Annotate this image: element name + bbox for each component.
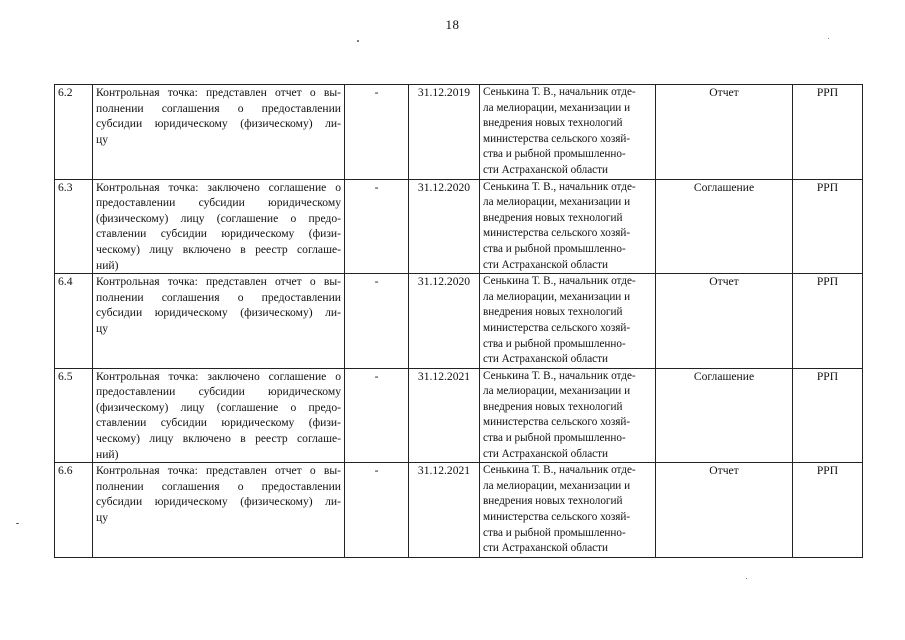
responsible-line: сти Астраханской области — [483, 447, 608, 460]
table-row — [55, 368, 863, 463]
responsible-line: министерства сельского хозяй- — [483, 132, 631, 145]
responsible-line: ла мелиорации, механизации и — [483, 101, 631, 114]
responsible-line: внедрения новых технологий — [483, 495, 623, 508]
responsible-line: ства и рыбной промышленно- — [483, 242, 626, 255]
responsible-person-cell — [480, 368, 656, 463]
table-row — [55, 463, 863, 558]
scan-speck — [357, 40, 359, 42]
responsible-line: ства и рыбной промышленно- — [483, 337, 626, 350]
description-line: цу — [96, 132, 109, 146]
deadline-date-cell: 31.12.2020 — [409, 274, 480, 369]
responsible-line: ла мелиорации, механизации и — [483, 290, 631, 303]
table-body — [55, 85, 863, 558]
deadline-date-cell: 31.12.2020 — [409, 179, 480, 274]
responsible-line: сти Астраханской области — [483, 353, 608, 366]
responsible-line: внедрения новых технологий — [483, 117, 623, 130]
responsible-line: ства и рыбной промышленно- — [483, 148, 626, 161]
description-line: полнении соглашения о предоставлении — [96, 290, 341, 304]
description-line: субсидии юридическому (физическому) ли- — [96, 495, 341, 509]
row-number-cell: 6.5 — [55, 368, 93, 463]
responsible-line: ла мелиорации, механизации и — [483, 479, 631, 492]
table-row — [55, 85, 863, 180]
responsible-person-cell — [480, 85, 656, 180]
description-line: Контрольная точка: представлен отчет о вы- — [96, 464, 341, 478]
row-number-cell: 6.3 — [55, 179, 93, 274]
description-line: ческому) лицу включено в реестр соглаше- — [96, 242, 341, 256]
page-number: 18 — [445, 17, 460, 32]
description-line: предоставлении субсидии юридическому — [96, 385, 341, 399]
system-abbreviation-cell: РРП — [793, 463, 863, 558]
description-line: Контрольная точка: представлен отчет о вы- — [96, 275, 341, 289]
placeholder-dash-cell: - — [345, 463, 409, 558]
responsible-line: сти Астраханской области — [483, 542, 608, 555]
placeholder-dash-cell: - — [345, 368, 409, 463]
description-cell — [93, 85, 345, 180]
scan-speck — [16, 523, 19, 524]
placeholder-dash-cell: - — [345, 179, 409, 274]
description-line: предоставлении субсидии юридическому — [96, 196, 341, 210]
description-line: (физическому) лицу (соглашение о предо- — [96, 211, 341, 225]
placeholder-dash-cell: - — [345, 274, 409, 369]
description-line: субсидии юридическому (физическому) ли- — [96, 306, 341, 320]
responsible-line: внедрения новых технологий — [483, 211, 623, 224]
description-line: (физическому) лицу (соглашение о предо- — [96, 400, 341, 414]
responsible-line: внедрения новых технологий — [483, 306, 623, 319]
responsible-line: ла мелиорации, механизации и — [483, 196, 631, 209]
responsible-person-cell — [480, 179, 656, 274]
responsible-person-cell — [480, 274, 656, 369]
row-number-cell: 6.2 — [55, 85, 93, 180]
result-document-cell: Отчет — [656, 85, 793, 180]
table-row — [55, 274, 863, 369]
scan-speck — [828, 38, 829, 39]
responsible-line: внедрения новых технологий — [483, 400, 623, 413]
scan-speck — [746, 578, 747, 579]
description-line: Контрольная точка: заключено соглашение о — [96, 180, 341, 194]
responsible-line: министерства сельского хозяй- — [483, 511, 631, 524]
responsible-line: Сенькина Т. В., начальник отде- — [483, 464, 636, 477]
description-line: ческому) лицу включено в реестр соглаше- — [96, 432, 341, 446]
responsible-line: ства и рыбной промышленно- — [483, 432, 626, 445]
result-document-cell: Соглашение — [656, 179, 793, 274]
responsible-line: сти Астраханской области — [483, 163, 608, 176]
responsible-line: министерства сельского хозяй- — [483, 416, 631, 429]
control-points-table — [54, 84, 863, 558]
placeholder-dash-cell: - — [345, 85, 409, 180]
description-line: ставлении субсидии юридическому (физи- — [96, 416, 341, 430]
deadline-date-cell: 31.12.2021 — [409, 368, 480, 463]
responsible-line: ства и рыбной промышленно- — [483, 526, 626, 539]
deadline-date-cell: 31.12.2019 — [409, 85, 480, 180]
description-line: цу — [96, 511, 109, 525]
description-line: Контрольная точка: представлен отчет о вы- — [96, 86, 341, 99]
description-line: ний) — [96, 447, 119, 461]
responsible-line: министерства сельского хозяй- — [483, 227, 631, 240]
responsible-line: сти Астраханской области — [483, 258, 608, 271]
system-abbreviation-cell: РРП — [793, 85, 863, 180]
responsible-line: Сенькина Т. В., начальник отде- — [483, 180, 636, 193]
row-number-cell: 6.4 — [55, 274, 93, 369]
description-line: цу — [96, 321, 109, 335]
description-cell — [93, 463, 345, 558]
result-document-cell: Отчет — [656, 463, 793, 558]
responsible-line: министерства сельского хозяй- — [483, 321, 631, 334]
result-document-cell: Соглашение — [656, 368, 793, 463]
responsible-person-cell — [480, 463, 656, 558]
result-document-cell: Отчет — [656, 274, 793, 369]
description-line: субсидии юридическому (физическому) ли- — [96, 117, 341, 131]
system-abbreviation-cell: РРП — [793, 274, 863, 369]
description-cell — [93, 368, 345, 463]
table-row — [55, 179, 863, 274]
description-line: Контрольная точка: заключено соглашение о — [96, 369, 341, 383]
description-cell — [93, 274, 345, 369]
description-line: ний) — [96, 258, 119, 272]
description-cell — [93, 179, 345, 274]
system-abbreviation-cell: РРП — [793, 368, 863, 463]
deadline-date-cell: 31.12.2021 — [409, 463, 480, 558]
responsible-line: ла мелиорации, механизации и — [483, 385, 631, 398]
description-line: ставлении субсидии юридическому (физи- — [96, 227, 341, 241]
responsible-line: Сенькина Т. В., начальник отде- — [483, 275, 636, 288]
responsible-line: Сенькина Т. В., начальник отде- — [483, 86, 636, 98]
responsible-line: Сенькина Т. В., начальник отде- — [483, 369, 636, 382]
row-number-cell: 6.6 — [55, 463, 93, 558]
system-abbreviation-cell: РРП — [793, 179, 863, 274]
description-line: полнении соглашения о предоставлении — [96, 101, 341, 115]
description-line: полнении соглашения о предоставлении — [96, 479, 341, 493]
